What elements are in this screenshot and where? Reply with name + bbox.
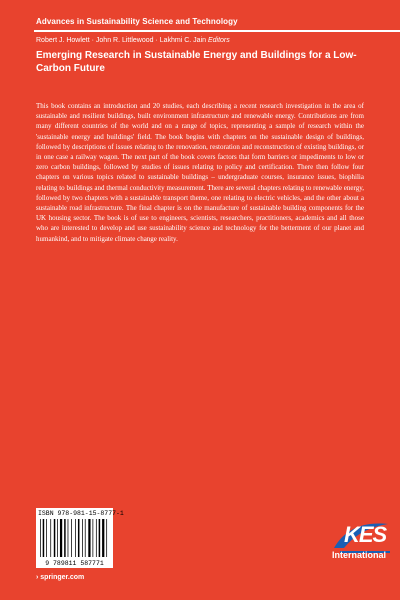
header-divider xyxy=(34,30,400,32)
barcode-bars xyxy=(40,519,109,557)
book-description: This book contains an introduction and 20 studies, each describing a recent research investigation in the area of sustainable and resilient buildings, built environment infrastructure and renewable energy. Contributions are from many different countries of the world and on a range of topics, representing a sample of research within the 'sustainable energy and buildings' field. The book begins with chapters on the sustainable design of buildings, followed by descriptions of issues relating to the renovation, restoration and reconstruction of existing buildings, or in one case a railway wagon. The next part of the book covers factors that form barriers or impediments to low or zero carbon buildings, followed by studies of issues relating to policy and certification. There then follow four chapters on various topics related to sustainable buildings – undergraduate courses, insurance issues, biophilia relating to buildings and thermal conductivity measurement. There are several chapters relating to renewable energy, followed by two chapters with a sustainable transport theme, one relating to electric vehicles, and the other about a sustainable road infrastructure. The final chapter is on the manufacture of sustainable building components for the UK housing sector. The book is of use to engineers, scientists, researchers, practitioners, academics and all those who are interested to develop and use sustainability science and technology for the betterment of our planet and humankind, and to mitigate climate change reality. xyxy=(36,102,364,243)
isbn-text: ISBN 978-981-15-8777-1 xyxy=(38,510,124,517)
editors-line xyxy=(36,37,230,44)
editor-names: Robert J. Howlett · John R. Littlewood · Lakhmi C. Jain xyxy=(36,37,207,44)
series-title: Advances in Sustainability Science and Technology xyxy=(36,17,238,26)
kes-letters: KES xyxy=(344,522,387,547)
barcode-number: 9 789811 587771 xyxy=(45,560,104,567)
kes-subtitle: International xyxy=(332,550,387,560)
editors-label: Editors xyxy=(207,37,230,44)
barcode xyxy=(36,508,124,568)
kes-international-logo xyxy=(330,518,392,574)
book-title: Emerging Research in Sustainable Energy and Buildings for a Low-Carbon Future xyxy=(36,50,357,74)
publisher-link[interactable]: › springer.com xyxy=(36,574,85,581)
